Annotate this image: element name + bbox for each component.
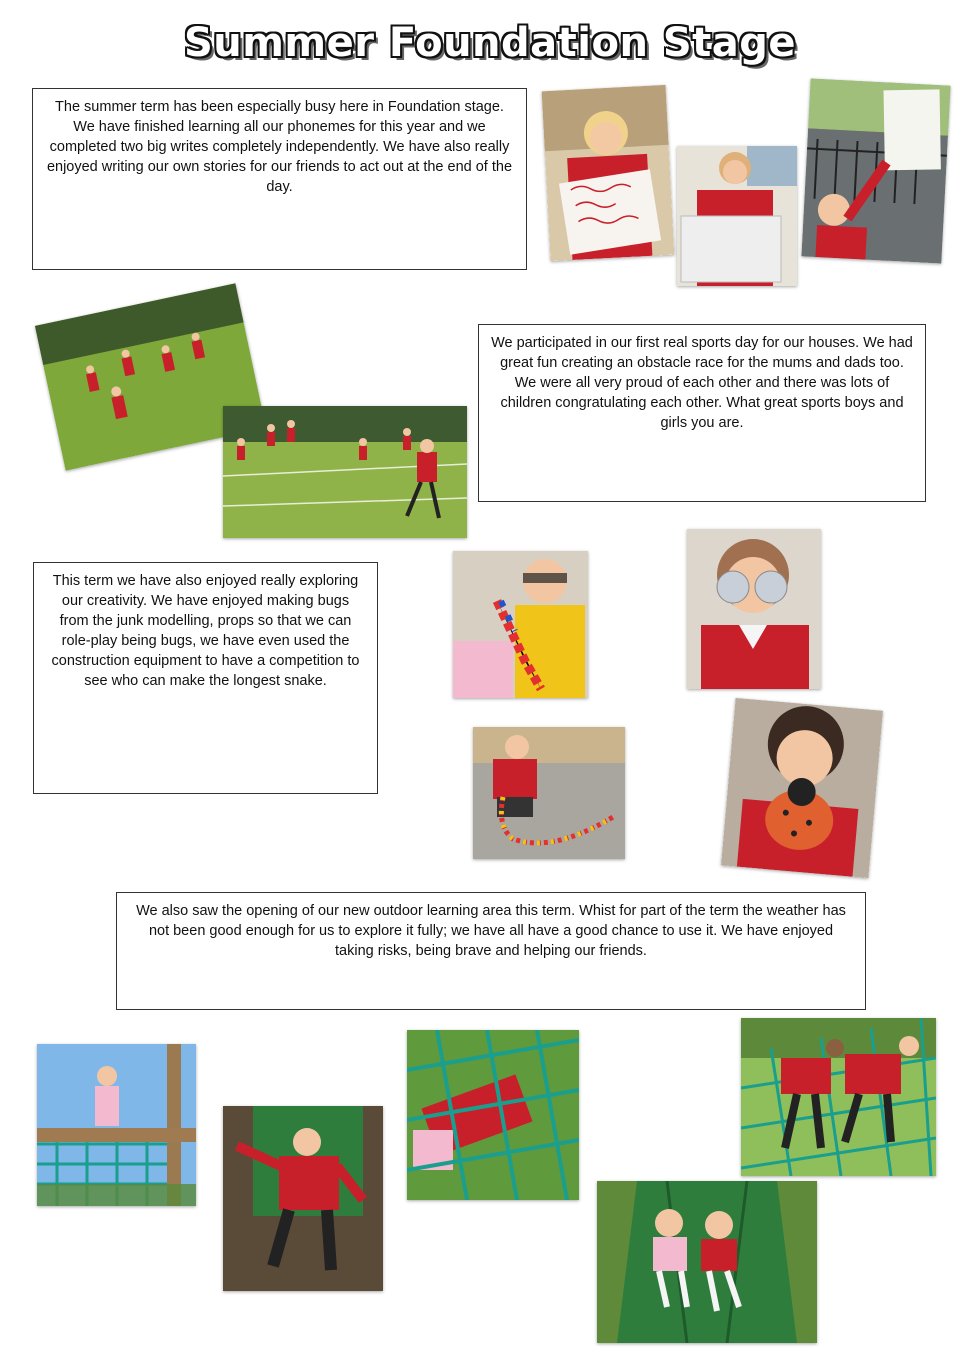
photo-child-holding-paper <box>677 146 797 286</box>
photo-construction-snake <box>453 551 588 698</box>
photo-child-reaching-paper <box>801 78 950 263</box>
creativity-text-box <box>33 562 378 794</box>
phonics-text-box <box>32 88 527 270</box>
page-title: Summer Foundation Stage <box>183 20 797 66</box>
photo-ladybird-mask <box>721 698 883 878</box>
photo-children-on-slide <box>597 1181 817 1343</box>
photo-child-on-net <box>407 1030 579 1200</box>
phonics-text: The summer term has been especially busy here in Foundation stage. We have finished learning all our phonemes for this year and we completed two big writes completely independently. We have also really enjoyed writing our own stories for our friends to act out at the end of the day. <box>46 99 513 195</box>
photo-child-holding-story <box>542 85 675 261</box>
photo-bug-eyes-prop <box>687 529 821 689</box>
photo-longest-snake <box>473 727 625 859</box>
sports-text-box <box>478 324 926 502</box>
photo-climbing-frame-top <box>37 1044 196 1206</box>
sports-text: We participated in our first real sports day for our houses. We had great fun creating an obstacle race for the mums and dads too. We were all very proud of each other and there was lots of children congratulating each other. What great sports boys and girls you are. <box>491 335 913 431</box>
outdoor-text-box <box>116 892 866 1010</box>
creativity-text: This term we have also enjoyed really exploring our creativity. We have enjoyed making bugs from the junk modelling, props so that we can role-play being bugs, we have even used the construction equipment to have a competition to see who can make the longest snake. <box>51 573 360 689</box>
photo-sports-day-runners <box>223 406 467 538</box>
photo-slide-sitting <box>223 1106 383 1291</box>
photo-children-climbing-net <box>741 1018 936 1176</box>
outdoor-text: We also saw the opening of our new outdoor learning area this term. Whist for part of the term the weather has not been good enough for us to explore it fully; we have all have a good chance to use it. We have enjoyed taking risks, being brave and helping our friends. <box>136 903 846 959</box>
